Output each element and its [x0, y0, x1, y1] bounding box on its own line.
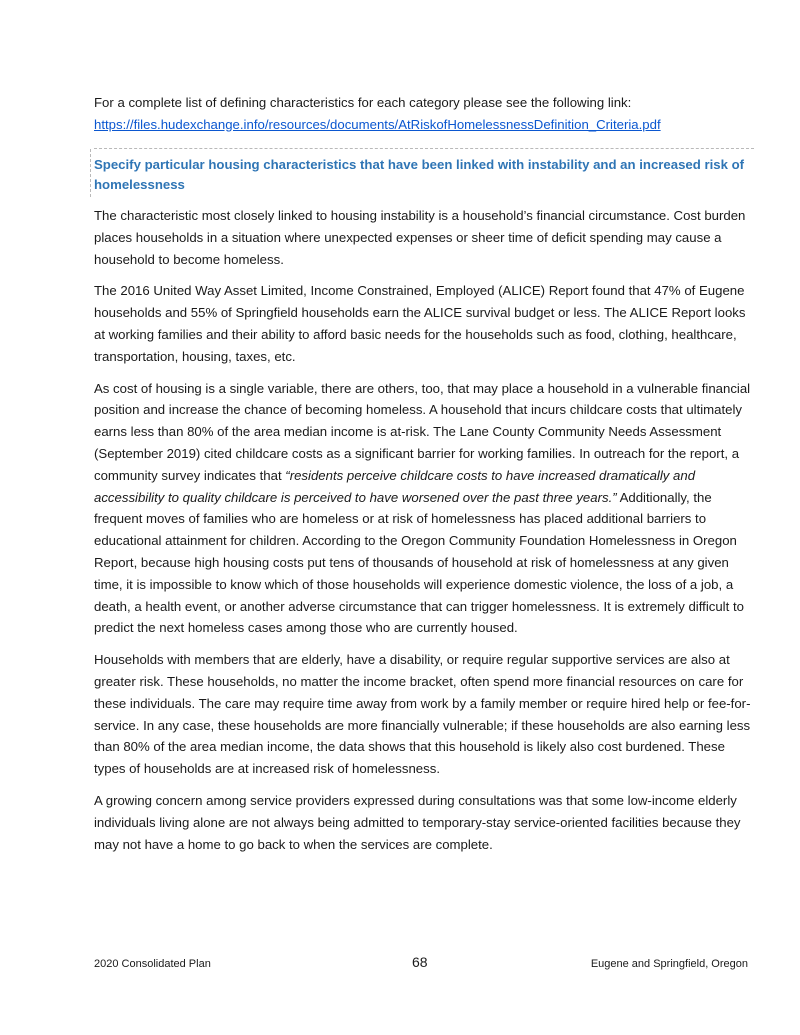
page-footer [94, 954, 748, 976]
paragraph-elderly-facilities: A growing concern among service providers expressed during consultations was that some low-income elderly individuals living alone are not always being admitted to temporary-stay service-oriented facilities because they may not have a home to go back to when the services are complete. [94, 792, 741, 852]
survey-quote: “residents perceive childcare costs to have increased dramatically and accessibility to quality childcare is perceived to have worsened over the past three years.” [94, 467, 696, 505]
criteria-link[interactable]: https://files.hudexchange.info/resources/documents/AtRiskofHomelessnessDefinition_Criteria.pdf [94, 116, 661, 132]
intro-text-block [94, 92, 754, 135]
section-heading-container [94, 148, 754, 195]
paragraph-childcare-text-a: As cost of housing is a single variable, there are others, too, that may place a household in a vulnerable financial position and increase the chance of becoming homeless. A household that incurs childcare costs that ultimately earns less than 80% of the area median income is at-risk. The Lane County Community Needs Assessment (September 2019) cited childcare costs as a significant barrier for working families. In outreach for the report, a community survey indicates that [94, 380, 751, 483]
footer-location: Eugene and Springfield, Oregon [590, 958, 748, 970]
paragraph-financial-circumstance: The characteristic most closely linked to housing instability is a household’s financial circumstance. Cost burden places households in a situation where unexpected expenses or sheer time of deficit spending may cause a household to become homeless. [94, 208, 746, 267]
page-body [94, 92, 754, 865]
page-number: 68 [412, 954, 428, 970]
paragraph-childcare-text-b: Additionally, the frequent moves of families who are homeless or at risk of homelessness has placed additional barriers to educational attainment for children. According to the Oregon Community Foundation Homelessness in Oregon Report, because high housing costs put tens of thousands of household at risk of homelessness at any given time, it is impossible to know which of those households will experience domestic violence, the loss of a job, a death, a health event, or another adverse circumstance that can trigger homelessness. It is extremely difficult to predict the next homeless cases among those who are currently housed. [94, 489, 744, 636]
paragraph-elderly-disability: Households with members that are elderly, have a disability, or require regular supportive services are also at greater risk. These households, no matter the income bracket, often spend more financial resources on care for these individuals. The care may require time away from work by a family member or require hired help or fee-for-service. In any case, these households are more financially vulnerable; if these households are also earning less than 80% of the area median income, the data shows that this household is likely also cost burdened. These types of households are at increased risk of homelessness. [94, 652, 751, 777]
paragraph-childcare-costs [94, 378, 754, 640]
footer-plan-title: 2020 Consolidated Plan [94, 958, 211, 970]
section-heading: Specify particular housing characteristics that have been linked with instability and an increased risk of homelessness [94, 157, 745, 192]
intro-text: For a complete list of defining characteristics for each category please see the following link: [94, 95, 632, 110]
paragraph-alice-report: The 2016 United Way Asset Limited, Income Constrained, Employed (ALICE) Report found that 47% of Eugene households and 55% of Springfield households earn the ALICE survival budget or less. The ALICE Report looks at working families and their ability to afford basic needs for the households such as food, clothing, healthcare, transportation, housing, taxes, etc. [94, 283, 746, 364]
